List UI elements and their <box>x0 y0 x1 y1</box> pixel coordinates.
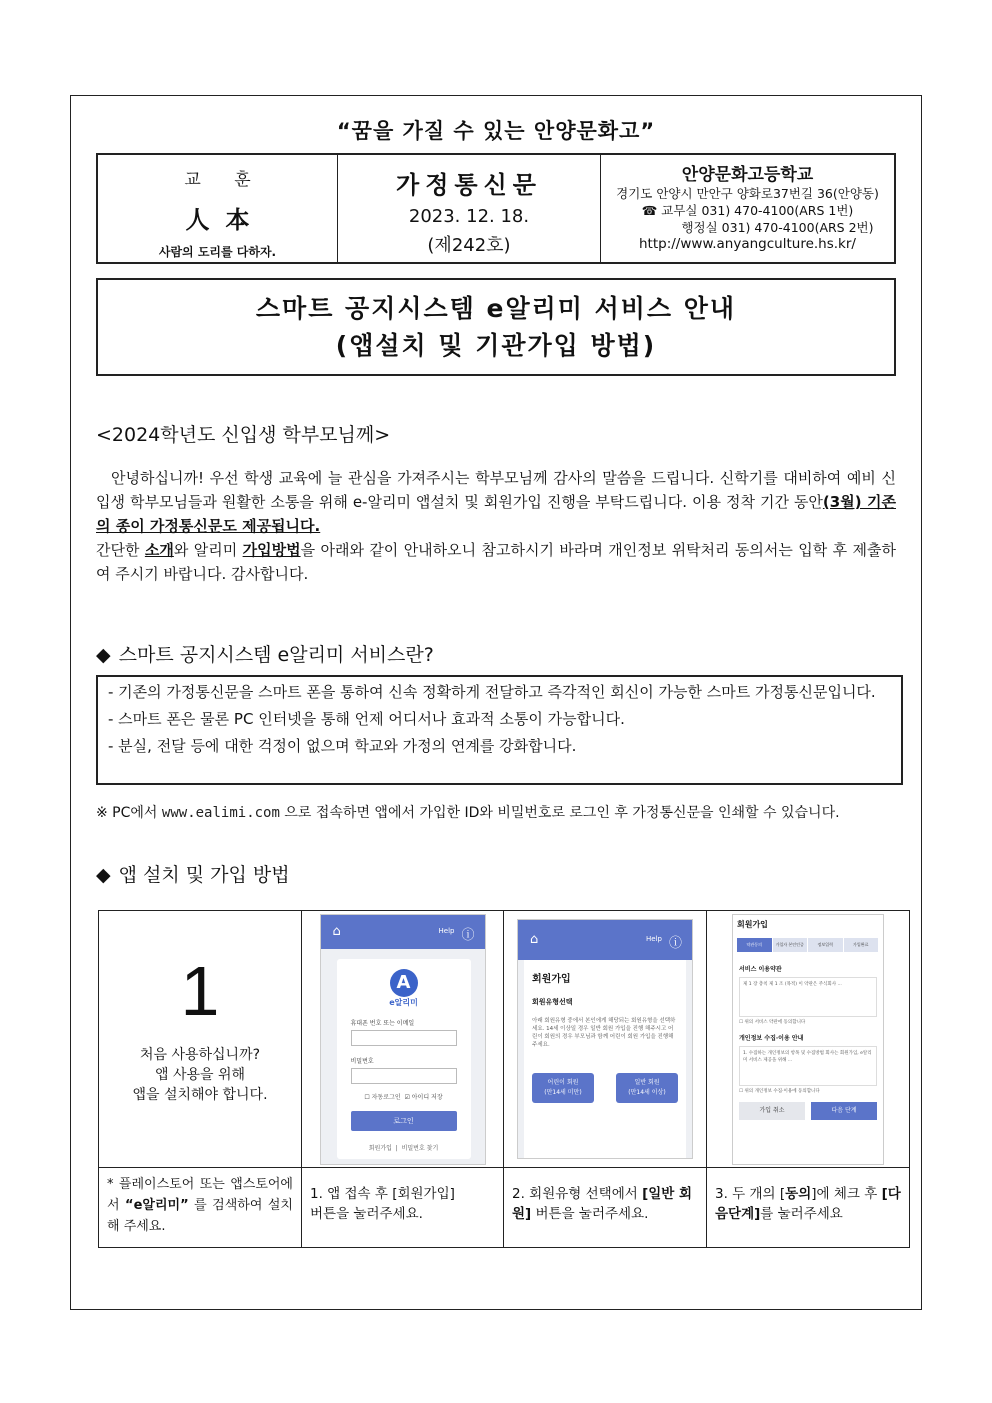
school-phone-1: ☎ 교무실 031) 470-4100(ARS 1번) <box>641 203 854 218</box>
motto-hanja: 人本 <box>185 205 266 234</box>
step-3-text-c: ]에 체크 후 <box>811 1186 882 1202</box>
letter-header <box>96 153 896 264</box>
progress-step-done: 가입완료 <box>844 938 879 952</box>
document-title-box <box>96 278 896 376</box>
privacy-agree-checkbox: ☐ 위의 개인정보 수집·이용에 동의합니다 <box>739 1089 820 1094</box>
body-p2-method-emphasis: 가입방법 <box>242 541 301 559</box>
member-type-screen-image <box>517 919 693 1159</box>
body-paragraph-2 <box>96 538 896 586</box>
login-card <box>337 959 471 1159</box>
terms-screen-image <box>732 914 884 1165</box>
step-2-text-a: 2. 회원유형 선택에서 <box>512 1186 643 1202</box>
terms-agree-checkbox: ☐ 위의 서비스 약관에 동의합니다 <box>739 1020 806 1025</box>
body-paragraph-1-text: 안녕하십니까! 우선 학생 교육에 늘 관심을 가져주시는 학부모님께 감사의 말씀을 드립니다. 신학기를 대비하여 예비 신입생 학부모님들과 원활한 소통을 위해 e-알리미 앱설치 및 회원가입 진행을 부탁드립니다. 이용 정착 기간 동안 <box>96 469 896 511</box>
signup-progress <box>737 938 879 952</box>
greeting-heading: <2024학년도 신입생 학부모님께> <box>96 424 391 446</box>
ealimi-url-link[interactable]: www.ealimi.com <box>161 805 280 821</box>
terms-box: 제 1 장 총칙 제 1 조 (목적) 이 약관은 주식회사 ... <box>739 977 877 1017</box>
member-type-buttons <box>532 1073 678 1103</box>
password-field-label: 비밀번호 <box>350 1058 374 1065</box>
motto-label: 교 훈 <box>184 170 265 190</box>
app-top-bar <box>321 915 485 949</box>
signup-title: 회원가입 <box>532 974 571 985</box>
next-step-button: 다음 단계 <box>811 1102 877 1120</box>
store-search-instruction <box>99 1168 302 1248</box>
school-name: 안양문화고등학교 <box>681 165 814 185</box>
general-member-age: (만14세 이상) <box>628 1089 666 1096</box>
login-screen-image <box>320 914 486 1165</box>
step-3-text-e: 를 눌러주세요 <box>760 1206 843 1222</box>
step-1-caption <box>302 1168 504 1248</box>
school-motto-cell <box>98 155 338 262</box>
newsletter-date: 2023. 12. 18. <box>408 206 530 227</box>
help-icon: Help <box>438 927 455 935</box>
motto-subtitle: 사람의 도리를 다하자. <box>158 245 277 259</box>
intro-line-3: 앱을 설치해야 합니다. <box>132 1087 268 1103</box>
app-top-bar <box>518 920 692 960</box>
store-app-name: “e알리미” <box>125 1198 189 1213</box>
member-type-description: 아래 회원유형 중에서 본인에게 해당되는 회원유형을 선택하세요. 14세 이상일 경우 일반 회원 가입을 진행 해주시고 어린이 회원의 경우 부모님과 함께 어린이 회원 가입을 진행해 주세요. <box>532 1018 676 1048</box>
service-description-box <box>96 675 903 785</box>
section-service-title: 스마트 공지시스템 e알리미 서비스란? <box>118 644 434 666</box>
screenshot-member-type-cell <box>504 911 707 1168</box>
general-member-button <box>616 1073 678 1103</box>
body-p2-text-c: 와 알리미 <box>173 541 243 559</box>
section-heading-service <box>96 640 434 667</box>
progress-step-terms: 약관동의 <box>737 938 772 952</box>
home-icon: ⌂ <box>530 932 539 947</box>
newsletter-cell <box>338 155 601 262</box>
id-input <box>351 1030 457 1046</box>
screenshot-login-cell <box>302 911 504 1168</box>
progress-step-verify: 가입자 본인인증 <box>773 938 808 952</box>
terms-buttons <box>733 1096 883 1120</box>
body-p2-text-a: 간단한 <box>96 541 145 559</box>
school-slogan: “꿈을 가질 수 있는 안양문화고” <box>336 119 656 143</box>
child-member-button <box>532 1073 594 1103</box>
document-title-line1: 스마트 공지시스템 e알리미 서비스 안내 <box>255 294 737 323</box>
privacy-box: 1. 수집하는 개인정보의 항목 및 수집방법 회사는 회원가입, e알리미 서비스 제공을 위해 ... <box>739 1046 877 1086</box>
intro-line-1: 처음 사용하십니까? <box>139 1047 261 1063</box>
school-phone-2: 행정실 031) 470-4100(ARS 2번) <box>681 220 874 235</box>
progress-step-info: 정보입력 <box>808 938 843 952</box>
terms-heading: 서비스 이용약관 <box>739 966 782 973</box>
home-icon: ⌂ <box>332 924 341 939</box>
step-3-agree-emphasis: 동의 <box>785 1186 812 1202</box>
screenshot-terms-cell <box>707 911 910 1168</box>
diamond-bullet-icon: ◆ <box>96 644 111 666</box>
login-options <box>337 1092 471 1101</box>
letter-body <box>96 466 896 586</box>
login-links: 회원가입 | 비밀번호 찾기 <box>368 1145 439 1152</box>
password-input <box>351 1068 457 1084</box>
body-p2-intro-emphasis: 소개 <box>144 541 174 559</box>
section-heading-install <box>96 860 290 887</box>
step-1-line-1: 1. 앱 접속 후 [회원가입] <box>310 1186 455 1202</box>
cancel-signup-button: 가입 취소 <box>739 1102 805 1120</box>
step-intro-cell <box>99 911 302 1168</box>
store-text-a: * 플레이스토어 또는 앱스토어에서 <box>107 1177 293 1213</box>
save-id-checkbox: ☑ 아이디 저장 <box>404 1094 443 1101</box>
school-info-cell <box>601 155 894 262</box>
service-item-2: - 스마트 폰은 물론 PC 인터넷을 통해 언제 어디서나 효과적 소통이 가능합니다. <box>108 710 625 728</box>
step-2-emphasis: [일반 회원] <box>512 1186 693 1222</box>
service-item-3: - 분실, 전달 등에 대한 걱정이 없으며 학교와 가정의 연계를 강화합니다. <box>108 737 577 755</box>
general-member-label: 일반 회원 <box>634 1079 660 1086</box>
info-icon: ⓘ <box>461 928 475 943</box>
store-text-c: 를 검색하여 설치해 주세요. <box>107 1198 293 1234</box>
ealimi-logo-icon: A <box>390 969 418 997</box>
logo-text: e알리미 <box>389 998 418 1007</box>
service-item-1: - 기존의 가정통신문을 스마트 폰을 통하여 신속 정확하게 전달하고 즉각적인 회신이 가능한 스마트 가정통신문입니다. <box>108 683 876 701</box>
join-link: 회원가입 <box>368 1145 392 1152</box>
member-type-body <box>524 960 686 1158</box>
body-p2-text-e: 을 아래와 같이 안내하오니 참고하시기 바라며 개인정보 위탁처리 동의서는 입학 후 제출하여 주시기 바랍니다. 감사합니다. <box>96 541 896 583</box>
login-button: 로그인 <box>351 1111 457 1131</box>
step-big-number: 1 <box>180 952 220 1030</box>
step-1-line-2: 버튼을 눌러주세요. <box>310 1206 423 1222</box>
step-3-next-emphasis: [다음단계] <box>715 1186 901 1222</box>
help-icon: Help <box>646 935 662 943</box>
diamond-bullet-icon: ◆ <box>96 864 111 886</box>
id-field-label: 휴대폰 번호 또는 이메일 <box>350 1020 415 1027</box>
note-text-a: ※ PC에서 <box>96 805 162 821</box>
auto-login-checkbox: ☐ 자동로그인 <box>364 1094 401 1101</box>
member-type-label: 회원유형선택 <box>532 998 573 1006</box>
child-member-label: 어린이 회원 <box>547 1079 579 1086</box>
find-password-link: 비밀번호 찾기 <box>401 1145 439 1152</box>
newsletter-title: 가정통신문 <box>396 171 542 199</box>
step-2-caption <box>504 1168 707 1248</box>
step-2-text-c: 버튼을 눌러주세요. <box>531 1206 649 1222</box>
newsletter-issue: (제242호) <box>427 235 511 256</box>
school-address: 경기도 안양시 만안구 양화로37번길 36(안양동) <box>616 186 879 201</box>
privacy-heading: 개인정보 수집·이용 안내 <box>739 1035 804 1042</box>
intro-line-2: 앱 사용을 위해 <box>154 1067 246 1083</box>
signup-title: 회원가입 <box>737 920 768 929</box>
info-icon: ⓘ <box>668 936 682 951</box>
pc-access-note <box>96 802 896 824</box>
body-paragraph-1-emphasis: (3월) 기존의 종이 가정통신문도 제공됩니다. <box>96 493 896 535</box>
step-3-text-a: 3. 두 개의 [ <box>715 1186 786 1202</box>
child-member-age: (만14세 미만) <box>544 1089 582 1096</box>
section-install-title: 앱 설치 및 가입 방법 <box>118 864 290 886</box>
step-intro-text <box>99 1045 301 1105</box>
document-title-line2: (앱설치 및 기관가입 방법) <box>335 331 657 360</box>
step-3-caption <box>707 1168 910 1248</box>
school-url[interactable]: http://www.anyangculture.hs.kr/ <box>639 236 856 252</box>
note-text-b: 으로 접속하면 앱에서 가입한 ID와 비밀번호로 로그인 후 가정통신문을 인쇄할 수 있습니다. <box>279 805 840 821</box>
body-paragraph-1 <box>96 466 896 538</box>
install-steps-table <box>98 910 910 1248</box>
